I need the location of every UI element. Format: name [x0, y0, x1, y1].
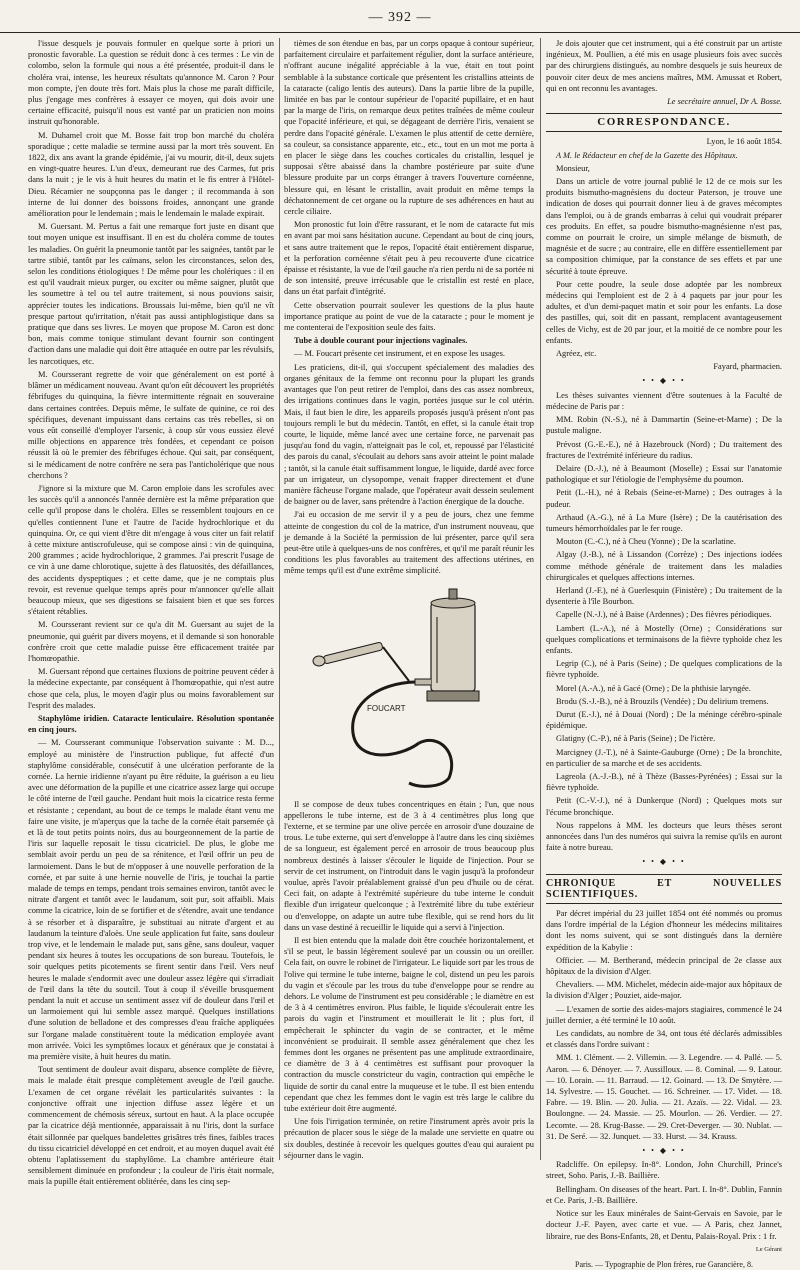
- column-3: [546, 38, 782, 1269]
- list-item: Arthaud (A.-G.), né à La Mure (Isère) ; De la cautérisation des tumeurs hémorrhoïdales par le fer rouge.: [546, 512, 782, 533]
- paragraph: Dans un article de votre journal publié le 12 de ce mois sur les produits bismutho-magnésiens du docteur Paterson, je trouve une indication de doses qui pourrait donner lieu à de graves mécomptes dans l'emploi, ou à de grands embarras à celui qui voudrait préparer ces produits. En effet, sa poudre bismutho-magnésienne n'est pas, comme on pourrait le croire, un simple mélange de bismuth, de magnésie et de sucre ; au contraire, elle en diffère essentiellement par sa composition chimique, par la constance de ses effets et par une sécurité à toute épreuve.: [546, 177, 782, 276]
- list-item: Marcigney (J.-T.), né à Sainte-Gauburge (Orne) ; De la bronchite, en particulier de sa marche et de ses accidents.: [546, 747, 782, 768]
- double-tube: [323, 641, 383, 663]
- list-item: Brodu (S.-J.-B.), né à Brouzils (Vendée) ; Du delirium tremens.: [556, 696, 769, 706]
- greeting: Monsieur,: [556, 163, 590, 173]
- list-item: Petit (L.-H.), né à Rebais (Seine-et-Marne) ; Des outrages à la pudeur.: [546, 488, 782, 509]
- perforated-olive: [313, 656, 325, 666]
- list-item: Legrip (C.), né à Paris (Seine) ; De quelques complications de la fièvre typhoïde.: [546, 659, 782, 680]
- paragraph: Les praticiens, dit-il, qui s'occupent spécialement des maladies des organes génitaux de la femme ont reconnu pour la plupart les grands avantages que l'on peut retirer de l'emploi, dans des cas assez nombreux, des irrigations continues dans le vagin, portées jusque sur le col utérin. Mais, il faut bien le dire, les appareils proposés jusqu'à présent n'ont pas toujours rempli le but du médecin. Tantôt, en effet, si la canule était trop courte, le liquide, même lancé avec une certaine force, ne parvenait pas jusqu'au fond du vagin, n'atteignait pas le col, et, repoussé par l'élasticité des parois du canal, s'écoulait au dehors sans avoir atteint le point malade ; tantôt, si la canule était suffisamment longue, le liquide, dardé avec force par un irrigateur, un clysopompe, venait frapper directement et d'une manière fâcheuse l'organe malade, que l'opérateur avait dessein seulement de baigner ou de laver, sans prétendre à l'action énergique de la douche.: [284, 362, 534, 507]
- paragraph: Une fois l'irrigation terminée, on retire l'instrument après avoir pris la précaution de placer sous le siège de la malade une serviette en quatre ou six doubles, destinée à recevoir les quelques gouttes d'eau qui auraient pu séjourner dans le vagin.: [284, 1117, 534, 1160]
- paragraph: Nous rappelons à MM. les docteurs que leurs thèses seront annoncées dans l'un des numéros qui suivra la remise qu'ils en auront faite à notre bureau.: [546, 820, 782, 853]
- outflow-tube: [409, 740, 452, 786]
- list-item: MM. Robin (N.-S.), né à Dammartin (Seine-et-Marne) ; De la pustule maligne.: [546, 415, 782, 436]
- list-item: Morel (A.-A.), né à Gacé (Orne) ; De la phthisie laryngée.: [556, 683, 751, 693]
- paragraph: J'ignore si la mixture que M. Caron emploie dans les scrofules avec les succès qu'il a annoncés l'année dernière est la même préparation que celle qu'il propose dans le choléra. Elles se ressemblent toujours en ce qu'elles contiennent l'une et l'autre de l'acide hydrochlorique et du quinquina. Or, ce qui vient d'être dit m'engage à vous citer un fait relatif à cette mixture antiscrofuleuse, qui se compose ainsi : vin de quinquina, 200 grammes ; acide hydrochlorique, 2 grammes. J'ai prescrit l'usage de ce vin à une dame chlorotique, sujette à des flatuosités, des défaillances, des accidents dyspeptiques ; et cette dame, que je ne comptais plus revoir, est revenue quelque temps après pour m'annoncer qu'elle allait beaucoup mieux, que ses digestions se faisaient bien et que ses forces s'étaient rétablies.: [28, 483, 274, 617]
- paragraph: Il se compose de deux tubes concentriques en étain ; l'un, que nous appellerons le tube interne, est de 3 à 4 centimètres plus long que l'externe, et se termine par une olive percée en arrosoir d'une douzaine de trous. Le tube externe, qui sert d'enveloppe à l'autre dans les cinq sixièmes de sa longueur, est également percé en arrosoir de trous beaucoup plus nombreux destinés à laisser s'écouler le liquide de l'injection. Pour se servir de cet instrument, on l'introduit dans le vagin jusqu'à la profondeur voulue, après l'avoir préalablement graissé d'un peu d'huile ou de cérat. Ceci fait, on adapte à l'extrémité supérieure du tube interne le conduit flexible d'un irrigateur quelconque ; à l'extrémité libre du tube extérieur ou d'enveloppe, on adapte un autre tube flexible, qui se rend hors du lit dans un vase destiné à recueillir le liquide qui a servi à l'injection.: [284, 799, 534, 932]
- book-notice: Bellingham. On diseases of the heart. Part. I. In-8°. Dublin, Fannin et Ce. Paris, J.-B. Baillière.: [546, 1184, 782, 1205]
- book-notice: Notice sur les Eaux minérales de Saint-Gervais en Savoie, par le docteur J.-F. Payen, avec carte et vue. — A Paris, chez Jannet, libraire, rue des Bons-Enfants, 28, et Dentu, Palais-Royal. Prix : 1 fr.: [546, 1209, 782, 1241]
- article-heading: Tube à double courant pour injections vaginales.: [294, 336, 468, 346]
- ornament-divider: • • ◆ • •: [642, 1146, 686, 1156]
- list-item: Algay (J.-B.), né à Lissandon (Corrèze) ; Des injections iodées comme méthode générale de traitement dans les maladies chirurgicales et quelques affections internes.: [546, 550, 782, 582]
- paragraph: — M. Coursserant communique l'observation suivante : M. D..., employé au ministère de l'instruction publique, fut affecté d'un staphylôme considérable, consécutif à une ulcération perforante de la cornée. La hernie iridienne n'ayant pu être réduite, la guérison a eu lieu avec une déformation de la pupille et une cicatrice assez large qui occupe le côté interne de l'œil gauche. Pendant huit mois la cicatrice resta ferme et résistante ; cependant, au bout de ce temps le malade étant venu me faire une visite, je m'aperçus que la tache de la cornée était parsemée çà et là de tout petits points noirs, dus au bourgeonnement de la partie de l'iris sur laquelle reposait le tissu cicatriciel. De plus, le globe me semblait avoir perdu un peu de sa rénitence, et l'œil offrir un peu de larmoiement. Dans le but de m'opposer à une nouvelle perforation de la cornée, et par suite à une hernie nouvelle de l'iris, je touchai la partie malade de temps en temps, pendant trois semaines environ, tantôt avec le nitrate d'argent et tantôt avec le laudanum, soit pur, soit affaibli. Mais comme la cicatrice, loin de se fortifier et de s'étendre, avait une tendance à se résorber et à disparaître, je substituai au nitrate d'argent et au laudanum la teinture d'aloès. Une seule application fut faite, sans douleur trop vive, et le lendemain le malade put, sans gêne, sans douleur, vaquer pendant six heures à toutes les occupations de son bureau. Toutefois, le soir quelques petits picotements se firent sentir dans l'œil. Vers neuf heures le malade s'endormit avec une douleur assez légère qui s'irradiait de l'œil dans la tête du soutcil. Tout à coup il s'éveille brusquement pendant la nuit et accuse un sentiment assez vif de douleur dans l'œil et un larmoiement qui lui semble assez marqué. Quelques instillations d'une solution de belladone et des compresses d'eau fraîche appliquées sur l'organe malade constituèrent toute la médication employée avant mon arrivée. Voici les symptômes locaux et généraux que je constatai à ma première visite, à huit heures du matin.: [28, 738, 274, 1062]
- paragraph: Par décret impérial du 23 juillet 1854 ont été nommés ou promus dans l'ordre impérial de la Légion d'honneur les médecins militaires dont les noms suivent, qui se sont distingués dans la dernière expédition de la Kabylie :: [546, 909, 782, 952]
- list-item: Delaire (D.-J.), né à Beaumont (Moselle) ; Essai sur l'anatomie pathologique et sur l'étiologie de l'emphysème du poumon.: [546, 463, 782, 485]
- dateline: Lyon, le 16 août 1854.: [706, 137, 782, 147]
- column-rule-1: [279, 38, 280, 1160]
- ornament-divider: • • ◆ • •: [642, 376, 686, 386]
- paragraph: Tout sentiment de douleur avait disparu, absence complète de fièvre, mais le malade était presque complètement aveugle de l'œil gauche. L'examen de cet organe révélait les particularités suivantes : la conjonctive offrait une injection diffuse assez légère et un commencement de chémosis séreux, surtout en haut. A la place occupée par la cicatrice déjà mentionnée, apparaissait à nu l'iris, dont la surface était sillonnée par quelques bandelettes grisâtres très fines, faibles traces du tissu cicatriciel développé en cet endroit, et au moyen duquel avait été obtenu l'aplatissement du staphylôme. La chambre antérieure était sensiblement diminuée en profondeur ; la couleur de l'iris était normale, mais la pupille était entièrement oblitérée, dans les cinq sep-: [28, 1065, 274, 1187]
- paragraph: l'issue desquels je pouvais formuler en quelque sorte à priori un pronostic favorable. La question se réduit donc à ces termes : Le vin de colombo, selon la formule qui nous a été présentée, produit-il dans le choléra vrai, intense, les heureux résultats qu'annonce M. Caron ? Pour mon compte, j'en doute très fort. Mais plus la chose me paraît difficile, plus j'engage mes confrères à essayer ce moyen, qui dois avoir une certaine efficacité, puisqu'il nous est vanté par un praticien non moins instruit qu'honorable.: [28, 39, 274, 127]
- gerant-label: Le Gérant: [755, 1245, 782, 1253]
- paragraph: Il est bien entendu que la malade doit être couchée horizontalement, et s'il se peut, le bassin légèrement soulevé par un coussin ou un oreiller. Cela fait, on ouvre le robinet de l'irrigateur. Le liquide sort par les trous de l'olive qui termine le tube interne, baigne le col, distend un peu les parois du vagin et s'écoule par les trous du tube d'enveloppe pour se rendre au dehors. Le volume de l'instrument est peu considérable ; le diamètre en est de 3 à 4 centimètres environ. Plus faible, le liquide s'écoulerait entre les parois du vagin et l'instrument et mouillerait le lit ; plus fort, il empêcherait le sphincter du vagin de se contracter, et le même inconvénient se produirait. Il semble assez généralement que chez les femmes dont les organes ne présentent pas une amplitude extraordinaire, ce diamètre de 3 à 4 centimètres est suffisant pour provoquer la contraction du muscle constricteur du vagin, contraction qui empêche le liquide de sortir du canal entre la muqueuse et le tube. Il est bien entendu cependant que chez les femmes dont le vagin est très large le calibre du tube extérieur doit être augmenté.: [284, 935, 534, 1114]
- paragraph: Mon pronostic fut loin d'être rassurant, et le nom de cataracte fut mis en avant par moi sans hésitation aucune. Cependant au bout de cinq jours, et sans autre traitement que le repos, l'opacité était entièrement disparue, et la perforation cornéenne s'était peu à peu recouverte d'une cicatrice épaisse et résistante, la vue de l'œil gauche n'a rien perdu ni de sa portée ni de son intensité, preuve irrécusable que le cristallin est resté en place, dans un état parfait d'intégrité.: [284, 220, 534, 297]
- paragraph: Officier. — M. Bertherand, médecin principal de 2e classe aux hôpitaux de la division d'Alger.: [546, 955, 782, 977]
- paragraph: MM. 1. Clément. — 2. Villemin. — 3. Legendre. — 4. Pallé. — 5. Aaron. — 6. Dénoyer. — 7. Aussilloux. — 8. Cominal. — 9. Latour. — 10. Lorain. — 11. Barraud. — 12. Goinard. — 13. De Smytère. — 14. Sylvestre. — 15. Gouchet. — 16. Schreiner. — 17. Videt. — 18. Fabre. — 19. Blin. — 20. Julia. — 21. Azaïs. — 22. Vidal. — 23. Boulongne. — 24. Massie. — 25. Mourlon. — 26. Verdier. — 27. Lecomte. — 28. Krug-Basse. — 29. Cret-Deverger. — 30. Nublat. — 31. De Seré. — 32. Junquet. — 33. Hurst. — 34. Krauss.: [546, 1053, 782, 1141]
- section-heading-chronique: CHRONIQUE ET NOUVELLES SCIENTIFIQUES.: [546, 874, 782, 904]
- irrigator-illustration: [309, 583, 509, 793]
- list-item: Mouton (C.-C.), né à Cheu (Yonne) ; De la scarlatine.: [556, 537, 736, 547]
- list-item: Prévost (G.-E.-E.), né à Hazebrouck (Nord) ; Du traitement des fractures de l'extrémité inférieure du radius.: [546, 439, 782, 460]
- paragraph: M. Guersant. M. Pertus a fait une remarque fort juste en disant que tout moyen unique est insuffisant. Il en est du choléra comme de toutes les maladies. On guérit la pneumonie tantôt par les saignées, tantôt par le tartre stibié, tantôt par les caïmans, selon les circonstances, selon des, selon les conditions étiologiques ! De même pour les cholériques : il en est qu'il vaudrait mieux purger, ou exciter ou même saigner, plutôt que les soumettre à tel ou tel autre traitement, si nous pouvions saisir, apprécier toutes les indications. Broussais lui-même, bien qu'il ne vît presque partout qu'irritation, n'était pas aussi antiphlogistique dans sa pratique que dans ses livres. Le moyen que propose M. Caron est donc bon, mais comme tonique stimulant devant fournir son contingent d'action dans une maladie qui doit être attaquée en outre par les révulsifs, les narcotiques, etc.: [28, 222, 274, 366]
- signature: Fayard, pharmacien.: [713, 362, 782, 372]
- paragraph: J'ai eu occasion de me servir il y a peu de jours, chez une femme atteinte de congestion du col de la matrice, d'un instrument nouveau, que je demande à la Société la permission de lui présenter, parce qu'il sera peut-être utile à quelques-uns de nos confrères, et qu'il me paraît réunir les conditions les plus favorables au traitement des affections utérines, en même temps qu'il est d'une extrême simplicité.: [284, 510, 534, 576]
- column-2: [284, 38, 534, 1160]
- flexible-tube: [353, 682, 419, 755]
- tube-connector: [383, 647, 409, 681]
- paragraph: Les candidats, au nombre de 34, ont tous été déclarés admissibles et classés dans l'ordre suivant :: [546, 1029, 782, 1050]
- figure-label: FOUCART: [367, 703, 406, 713]
- paragraph: M. Guersant répond que certaines fluxions de poitrine peuvent céder à la médecine expectante, par conséquent à l'homœopathie, qui n'est autre chose que cela, plus, le moyen d'agir plus ou moins favorablement sur l'esprit des malades.: [28, 667, 274, 710]
- list-item: Capelle (N.-J.), né à Baise (Ardennes) ; Des fièvres périodiques.: [556, 610, 772, 620]
- list-item: Herland (J.-F.), né à Guerlesquin (Finistère) ; Du traitement de la dysenterie à l'île Bourbon.: [546, 585, 782, 607]
- salutation: A M. le Rédacteur en chef de la Gazette des Hôpitaux.: [556, 150, 738, 160]
- paragraph: — M. Foucart présente cet instrument, et en expose les usages.: [294, 349, 505, 359]
- vessel-base: [427, 691, 479, 701]
- signature: Le secrétaire annuel, Dr A. Bosse.: [667, 97, 782, 107]
- printer-imprint: Paris. — Typographie de Plon frères, rue Garancière, 8.: [575, 1259, 753, 1269]
- paragraph: Chevaliers. — MM. Michelet, médecin aide-major aux hôpitaux de la division d'Alger ; Pouziet, aide-major.: [546, 980, 782, 1001]
- vessel-knob: [449, 589, 457, 599]
- paragraph: Cette observation pourrait soulever les questions de la plus haute importance pratique au point de vue de la cataracte ; pour le moment je me contenterai de l'exposition seule des faits.: [284, 300, 534, 333]
- article-heading: Staphylôme iridien. Cataracte lenticulaire. Résolution spontanée en cinq jours.: [28, 713, 274, 735]
- paragraph: M. Coursserant revient sur ce qu'a dit M. Guersant au sujet de la pneumonie, qui guérit par divers moyens, et il demande si son honorable confrère croit que cette maladie puisse être efficacement traitée par l'homœopathie.: [28, 620, 274, 663]
- paragraph: M. Coursserant regrette de voir que généralement on est porté à blâmer un médicament nouveau. Avant qu'on eût découvert les propriétés fébrifuges du quinquina, la fièvre intermittente régnait en souveraine dans certaines contrées. Depuis même, le sulfate de quinine, ce roi des spécifiques, devenant impuissant dans certains cas très rebelles, si on vous eût conseillé d'employer l'arsenic, à coup sûr vous eussiez élevé mille objections en apparence très fondées, et cependant ce poison réussit là où le premier des fébrifuges échoue. Qui sait, par conséquent, si le médicament de notre confrère ne sera pas l'anticholérique que nous cherchons ?: [28, 369, 274, 480]
- list-item: Petit (C.-V.-J.), né à Dunkerque (Nord) ; Quelques mots sur l'écume bronchique.: [546, 796, 782, 817]
- paragraph: tièmes de son étendue en bas, par un corps opaque à contour supérieur, parfaitement circulaire et parfaitement régulier, dont la surface antérieure, n'offrant aucune inégalité appréciable à la vue, était en tout point semblable à la substance corticale que présentent les cristallins atteints de la cataracte (caligo lentis des auteurs). Dans la partie libre de la pupille, limitée en bas par le contour supérieur de l'opacité pupillaire, et en haut par la marge de l'iris, on remarque deux petites traînées de même couleur que l'opacité inférieure, et qui, se dégageant de derrière l'iris, venaient se perdre dans l'opacité générale. L'examen le plus attentif de cette dernière, sa couleur, sa consistance apparente, etc., etc., tout en un mot me porta à en placer le siège dans les couches corticales du cristallin, lesquel je supposai s'être abaissé dans la chambre postérieure par suite d'une blessure produite par un corps étranger à travers l'ouverture cornéenne, blessure qui, en lésant le cristallin, avait produit en même temps la déchatonnement de cet organe ou la rupture de ses adhérences en haut au cercle ciliaire.: [284, 39, 534, 217]
- paragraph: Les thèses suivantes viennent d'être soutenues à la Faculté de médecine de Paris par :: [546, 390, 782, 411]
- list-item: Glatigny (C.-P.), né à Paris (Seine) ; De l'ictère.: [556, 734, 716, 744]
- book-notice: Radcliffe. On epilepsy. In-8°. London, John Churchill, Prince's street, Soho. Paris, J.-B. Baillière.: [546, 1160, 782, 1181]
- column-1: [28, 38, 274, 1187]
- signoff: Agréez, etc.: [556, 349, 597, 359]
- page-header: [0, 6, 800, 33]
- list-item: Durut (E.-J.), né à Douai (Nord) ; De la méninge cérébro-spinale épidémique.: [546, 709, 782, 731]
- paragraph: Pour cette poudre, la seule dose adoptée par les nombreux médecins qui l'emploient est de 2 à 4 paquets par jour pour les adultes, et d'un demi-paquet matin et soir pour les enfants. La dose des pastilles, qui, soit dit en passant, remplacent avantageusement celles de Vichy, est de 20 par jour, et la moitié de ce nombre pour les enfants.: [546, 279, 782, 345]
- list-item: Lagreola (A.-J.-B.), né à Thèze (Basses-Pyrénées) ; Essai sur la fièvre typhoïde.: [546, 771, 782, 793]
- page-number: — 392 —: [368, 10, 432, 25]
- paragraph: M. Duhamel croit que M. Bosse fait trop bon marché du choléra sporadique ; cette maladie se termine aussi par la mort très souvent. En 1822, dix ans avant la grande épidémie, j'ai vu mourir, dit-il, deux sujets en vingt-quatre heures. L'un d'eux, demeurant rue des Carmes, fut pris dans la nuit ; je le vis à huit heures du matin et le fis entrer à l'Hôtel-Dieu. Récamier ne soupçonna pas le danger ; il recommanda à son interne de lui donner des boissons froides, annonçant une grande amélioration pour le lendemain ; mais le lendemain le malade expirait.: [28, 130, 274, 219]
- paragraph: — L'examen de sortie des aides-majors stagiaires, commencé le 24 juillet dernier, a été terminé le 10 août.: [546, 1004, 782, 1025]
- list-item: Lambert (L.-A.), né à Mostelly (Orne) ; Considérations sur quelques complications et terminaisons de la fièvre typhoïde chez les enfants.: [546, 623, 782, 655]
- section-heading-correspondance: CORRESPONDANCE.: [546, 113, 782, 132]
- ornament-divider: • • ◆ • •: [642, 857, 686, 867]
- irrigator-tap: [415, 679, 431, 685]
- paragraph: Je dois ajouter que cet instrument, qui a été construit par un artiste ingénieux, M. Poullien, a été mis en usage plusieurs fois avec succès par des chirurgiens distingués, au nombre desquels je suis heureux de pouvoir citer deux de mes anciens maîtres, MM. Amussat et Robert, qui en ont reconnu les avantages.: [546, 39, 782, 93]
- column-rule-2: [540, 38, 541, 1160]
